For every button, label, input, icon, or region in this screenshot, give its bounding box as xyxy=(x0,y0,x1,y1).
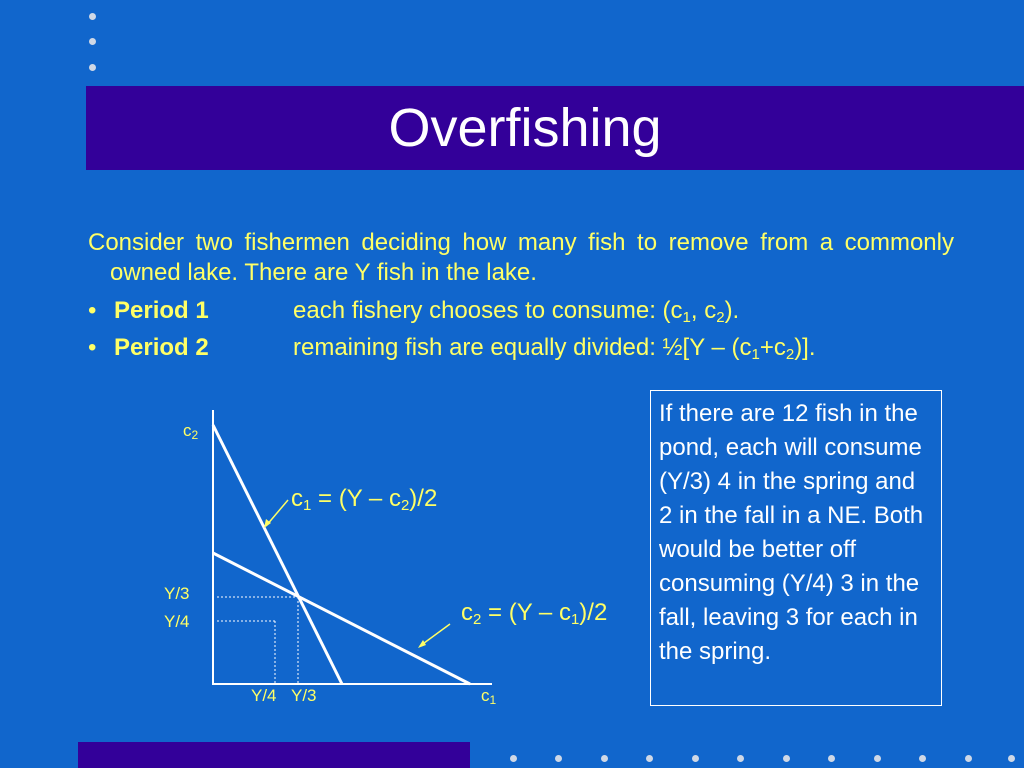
equation-c2: $c_2 = (Y - c_1)/2$ xyxy=(461,599,608,628)
decor-dot xyxy=(783,755,790,762)
decor-dot xyxy=(828,755,835,762)
bottom-bar xyxy=(78,742,470,768)
bullet-label: Period 2 xyxy=(114,334,209,361)
intro-paragraph: Consider two fishermen deciding how many fish to remove from a commonly owned lake. There are Y fish in the lake. xyxy=(88,229,954,286)
bullet-symbol: • xyxy=(88,334,97,361)
y-tick-y3: Y/3 xyxy=(164,584,190,603)
bullet-label: Period 1 xyxy=(114,297,209,324)
bullet-text: remaining fish are equally divided: ½[Y – $(c_1+c_2)$]. xyxy=(293,334,816,363)
equation-c1: $c_1 = (Y - c_2)/2$ xyxy=(291,485,438,514)
example-note-box: If there are 12 fish in the pond, each will consume (Y/3) 4 in the spring and 2 in the fall in a NE. Both would be better off consuming (Y/4) 3 in the fall, leaving 3 for each in the spring. xyxy=(650,390,942,706)
decor-dot xyxy=(965,755,972,762)
decor-dot xyxy=(646,755,653,762)
x-tick-y4: Y/4 xyxy=(251,686,277,705)
decor-dot xyxy=(510,755,517,762)
reaction-line-c1 xyxy=(213,425,342,684)
decor-dot xyxy=(555,755,562,762)
y-axis-label: $c_2$ xyxy=(183,421,199,442)
bullet-text: each fishery chooses to consume: ($c_1$, $c_2$). xyxy=(293,297,740,326)
slide-title: Overfishing xyxy=(388,98,662,158)
decor-dot xyxy=(919,755,926,762)
reaction-line-c2 xyxy=(213,553,470,684)
decor-dot xyxy=(1008,755,1015,762)
x-axis-label: $c_1$ xyxy=(481,686,497,707)
bullet-symbol: • xyxy=(88,297,97,324)
decor-dot xyxy=(601,755,608,762)
eq2-pointer-head xyxy=(418,640,426,648)
decor-dot xyxy=(737,755,744,762)
y-tick-y4: Y/4 xyxy=(164,612,190,631)
x-tick-y3: Y/3 xyxy=(291,686,317,705)
decor-dot xyxy=(874,755,881,762)
decor-dot xyxy=(692,755,699,762)
